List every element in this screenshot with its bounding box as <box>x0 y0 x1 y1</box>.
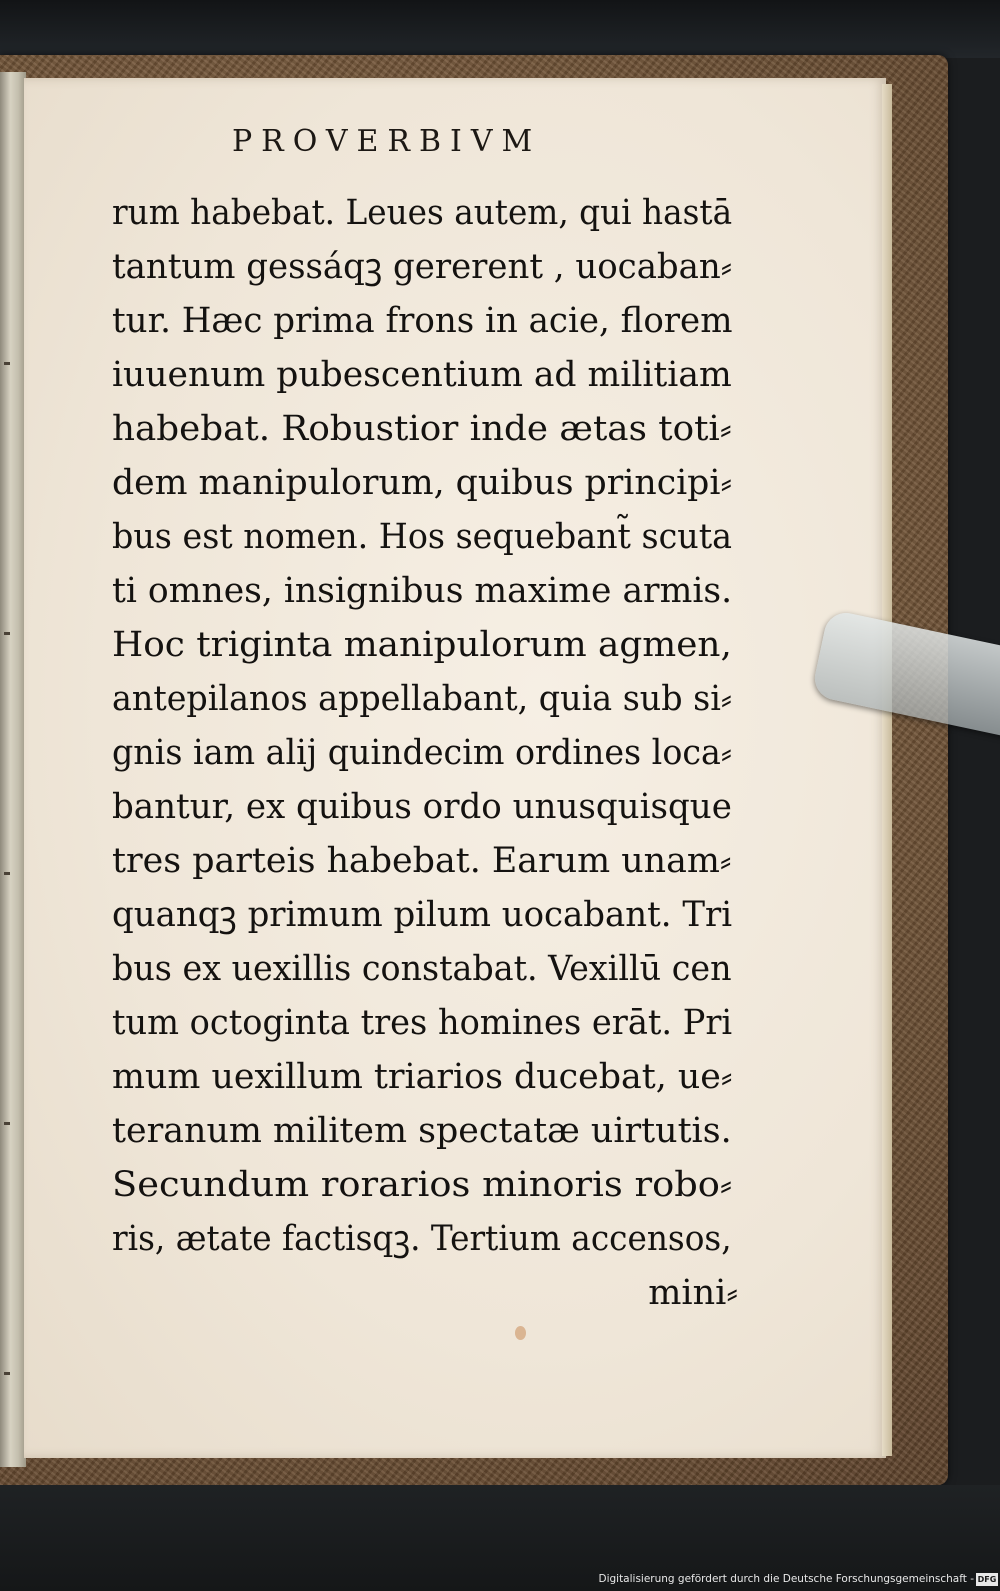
top-background <box>0 0 1000 58</box>
text-line: bantur, ex quibus ordo unusquisque <box>112 787 732 827</box>
text-line: dem manipulorum, quibus principi⸗ <box>112 463 732 503</box>
text-line: tantum gessáqꝫ gererent , uocaban⸗ <box>112 247 733 287</box>
text-line: bus ex uexillis constabat. Vexillū cen <box>112 949 732 989</box>
stitch-mark <box>4 632 10 635</box>
dfg-logo: DFG <box>977 1575 997 1584</box>
text-line: mum uexillum triarios ducebat, ue⸗ <box>112 1057 733 1097</box>
running-header: PROVERBIVM <box>232 124 542 159</box>
catchword: mini⸗ <box>648 1273 738 1313</box>
bottom-background <box>0 1485 1000 1591</box>
text-line: quanqꝫ primum pilum uocabant. Tri <box>112 895 733 935</box>
show-through-text <box>740 150 880 1330</box>
stitch-mark <box>4 1122 10 1125</box>
stitch-mark <box>4 362 10 365</box>
book-gutter <box>0 72 26 1467</box>
stitch-mark <box>4 872 10 875</box>
text-line: ti omnes, insignibus maxime armis. <box>112 571 733 611</box>
text-line: habebat. Robustior inde ætas toti⸗ <box>112 409 732 449</box>
page-stain <box>515 1326 526 1340</box>
text-line: Hoc triginta manipulorum agmen, <box>112 625 732 665</box>
text-line: antepilanos appellabant, quia sub si⸗ <box>112 679 733 719</box>
text-line: iuuenum pubescentium ad militiam <box>112 355 732 395</box>
page-text <box>112 186 752 1313</box>
page-edge <box>882 84 892 1456</box>
text-line: tres parteis habebat. Earum unam⸗ <box>112 841 732 881</box>
text-line: tum octoginta tres homines erāt. Pri <box>112 1003 733 1043</box>
credit-text: Digitalisierung gefördert durch die Deutsche Forschungsgemeinschaft - <box>598 1573 974 1585</box>
text-line: ris, ætate factisqꝫ. Tertium accensos, <box>112 1219 732 1259</box>
text-line: rum habebat. Leues autem, qui hastā <box>112 193 733 233</box>
text-line: bus est nomen. Hos sequebant̃ scuta <box>112 517 733 557</box>
text-line: Secundum rorarios minoris robo⸗ <box>112 1165 733 1205</box>
text-line: tur. Hæc prima frons in acie, florem <box>112 301 733 341</box>
stitch-mark <box>4 1372 10 1375</box>
text-line: gnis iam alij quindecim ordines loca⸗ <box>112 733 732 773</box>
text-line: teranum militem spectatæ uirtutis. <box>112 1111 732 1151</box>
